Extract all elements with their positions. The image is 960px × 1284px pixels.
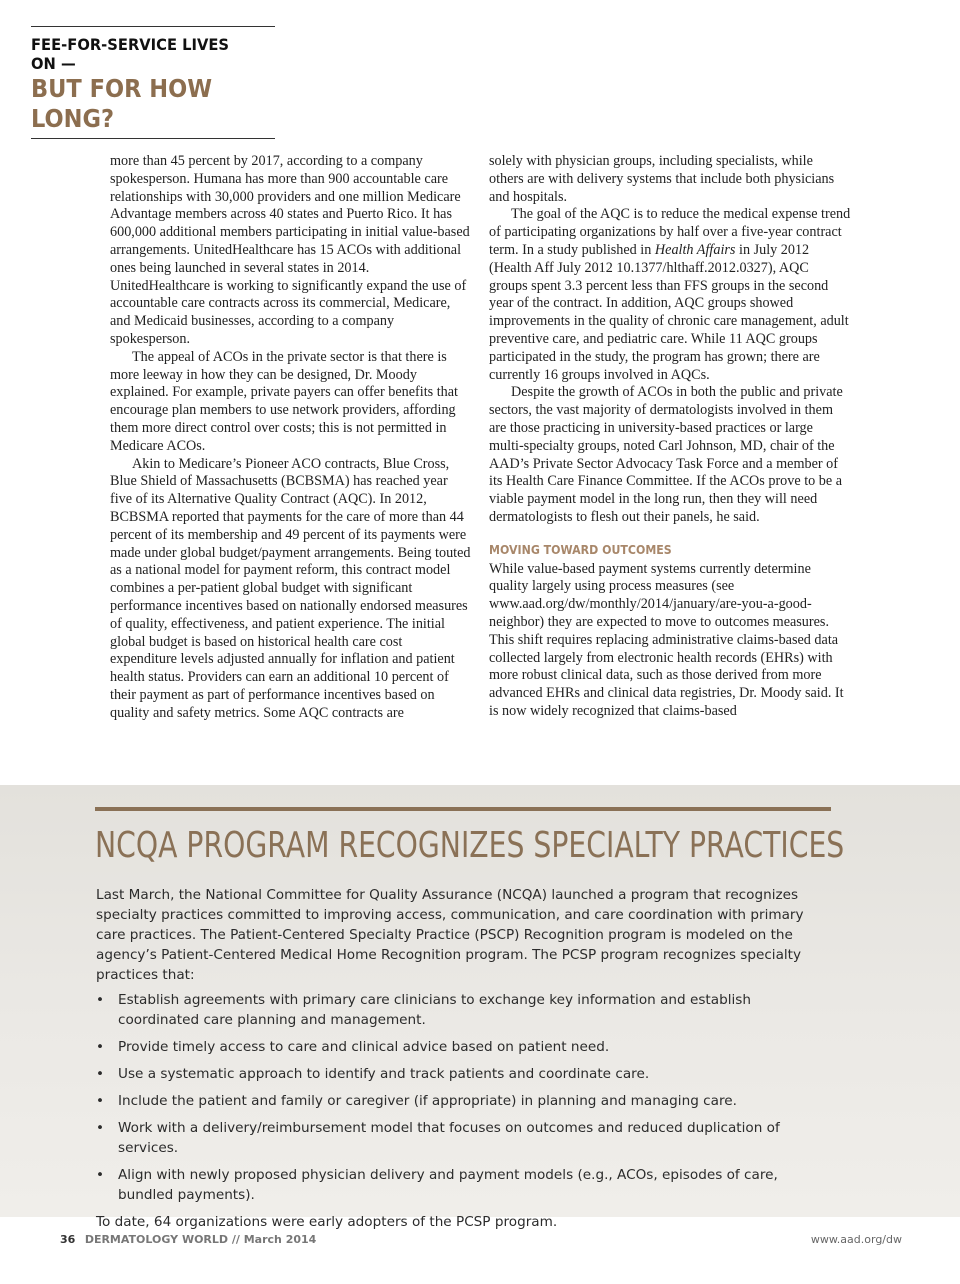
body-paragraph: more than 45 percent by 2017, according to a company spokesperson. Humana has more than 900 accountable care relationships with 30,000 providers and one million Medicare Advantage members across 40 states and Puerto Rico. It has 600,000 additional members participating in initial value-based arrangements. UnitedHealthcare has 15 ACOs with additional ones being launched in several states in 2014. UnitedHealthcare is working to significantly expand the use of accountable care contracts across its commercial, Medicare, and Medicaid businesses, according to a company spokesperson.	[110, 153, 470, 347]
magazine-issue: DERMATOLOGY WORLD // March 2014	[84, 1233, 317, 1246]
bullet-icon: •	[96, 1093, 105, 1109]
right-column	[489, 153, 851, 721]
ncqa-sidebar	[0, 785, 960, 1230]
list-item	[96, 1037, 836, 1057]
body-paragraph	[489, 206, 851, 384]
header-bottom-rule	[31, 138, 275, 139]
list-item-text: Establish agreements with primary care clinicians to exchange key information and establish coordinated care planning and management.	[118, 992, 751, 1028]
bullet-icon: •	[96, 1120, 105, 1136]
sidebar-bullet-list	[96, 990, 836, 1205]
bullet-icon: •	[96, 1039, 105, 1055]
body-paragraph: Akin to Medicare’s Pioneer ACO contracts, Blue Cross, Blue Shield of Massachusetts (BCBSMA) has reached year five of its Alternative Quality Contract (AQC). In 2012, BCBSMA reported that payments for the care of more than 44 percent of its membership and 49 percent of its payments were made under global budget/payment arrangements. Being touted as a national model for payment reform, this contract model combines a per-patient global budget with significant performance incentives based on nationally endorsed measures of quality, effectiveness, and patient experience. The initial global budget is based on historical health care cost expenditure levels adjusted annually for inflation and patient health status. Providers can earn an additional 10 percent of their payment as part of performance incentives based on quality and safety metrics. Some AQC contracts are	[110, 455, 471, 721]
section-header	[31, 26, 275, 139]
list-item	[96, 1165, 836, 1205]
list-item	[96, 1118, 836, 1158]
list-item-text: Work with a delivery/reimbursement model that focuses on outcomes and reduced duplication of services.	[118, 1120, 780, 1156]
bullet-icon: •	[96, 1066, 105, 1082]
list-item-text: Use a systematic approach to identify and track patients and coordinate care.	[118, 1066, 650, 1082]
header-headline: BUT FOR HOW LONG?	[31, 74, 213, 133]
list-item	[96, 990, 836, 1030]
body-paragraph: The appeal of ACOs in the private sector is that there is more leeway in how they can be designed, Dr. Moody explained. For example, private payers can offer benefits that encourage plan members to use network providers, affording them more direct control over costs; this is not permitted in Medicare ACOs.	[110, 348, 458, 454]
header-kicker: FEE-FOR-SERVICE LIVES ON —	[31, 35, 230, 73]
sidebar-body	[96, 885, 836, 1232]
list-item-text: Align with newly proposed physician delivery and payment models (e.g., ACOs, episodes of care, bundled payments).	[118, 1167, 778, 1203]
left-column	[110, 153, 472, 723]
bullet-icon: •	[96, 992, 105, 1008]
sidebar-intro: Last March, the National Committee for Quality Assurance (NCQA) launched a program that recognizes specialty practices committed to improving access, communication, and care coordination with primary care practices. The Patient-Centered Specialty Practice (PSCP) Recognition program is modeled on the agency’s Patient-Centered Medical Home Recognition program. The PCSP program recognizes specialty practices that:	[96, 887, 804, 983]
list-item	[96, 1064, 836, 1084]
page-number: 36	[60, 1233, 76, 1246]
list-item-text: Include the patient and family or caregiver (if appropriate) in planning and managing care.	[118, 1093, 737, 1109]
footer-url: www.aad.org/dw	[810, 1233, 902, 1246]
body-paragraph: Despite the growth of ACOs in both the public and private sectors, the vast majority of dermatologists involved in them are those practicing in university-based practices or large multi-specialty groups, noted Carl Johnson, MD, chair of the AAD’s Private Sector Advocacy Task Force and a member of its Health Care Finance Committee. If the ACOs prove to be a viable payment model in the long run, then they will need dermatologists to flesh out their panels, he said.	[489, 384, 843, 525]
journal-title: Health Affairs	[654, 241, 736, 258]
body-paragraph: While value-based payment systems currently determine quality largely using process measures (see www.aad.org/dw/monthly/2014/january/are-you-a-good-neighbor) they are expected to move to outcomes measures. This shift requires replacing administrative claims-based data collected largely from electronic health records (EHRs) with more robust clinical data, such as those derived from more advanced EHRs and clinical data registries, Dr. Moody said. It is now widely recognized that claims-based	[489, 560, 844, 719]
bullet-icon: •	[96, 1167, 105, 1183]
sidebar-closing: To date, 64 organizations were early adopters of the PCSP program.	[96, 1214, 558, 1230]
body-paragraph: solely with physician groups, including specialists, while others are with delivery systems that include both physicians and hospitals.	[489, 153, 835, 205]
body-text: in July 2012 (Health Aff July 2012 10.1377/hlthaff.2012.0327), AQC groups spent 3.3 percent less than FFS groups in the second year of the contract. In addition, AQC groups showed improvements in the quality of chronic care management, adult preventive care, and pediatric care. While 11 AQC groups participated in the study, the program has grown; there are currently 16 groups involved in AQCs.	[489, 241, 849, 383]
list-item-text: Provide timely access to care and clinical advice based on patient need.	[118, 1039, 610, 1055]
body-text: The goal of the AQC is to reduce the medical expense trend of participating organizations by half over a five-year contract term. In a study published in	[489, 206, 851, 258]
sidebar-title: NCQA PROGRAM RECOGNIZES SPECIALTY PRACTICES	[95, 825, 845, 866]
sidebar-top-bar	[95, 807, 831, 811]
header-top-rule	[31, 26, 275, 27]
list-item	[96, 1091, 836, 1111]
section-subhead: MOVING TOWARD OUTCOMES	[489, 541, 672, 557]
page-footer	[60, 1233, 902, 1249]
